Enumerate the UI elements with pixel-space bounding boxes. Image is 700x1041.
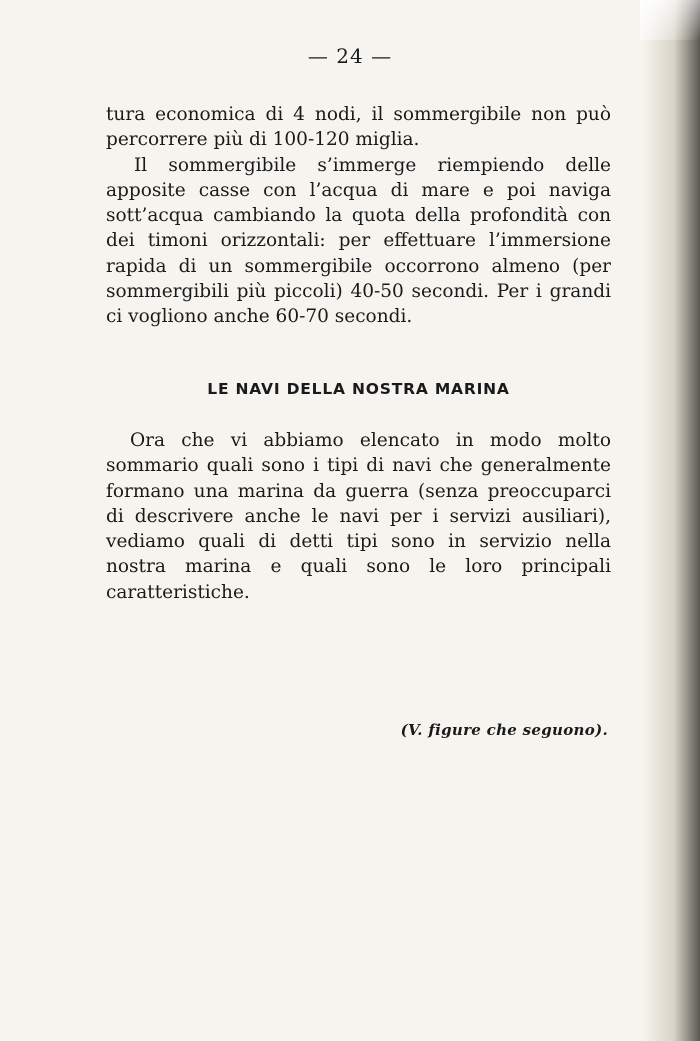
page-number: — 24 — [307,44,393,68]
section-heading: LE NAVI DELLA NOSTRA MARINA [207,380,510,398]
paragraph-navy-intro: Ora che vi abbiamo elencato in modo molto sommario quali sono i tipi di navi che generalmente formano una marina da guerra (senza preoccuparci di descrivere anche le navi per i servizi ausiliari), vediamo quali di detti tipi sono in servizio nella nostra marina e quali sono le loro principali caratteristiche. [106,430,611,603]
figure-note: (V. figure che seguono). [400,721,608,739]
paragraph-continuation: tura economica di 4 nodi, il sommergibile non può percorrere più di 100-120 miglia. [106,104,611,151]
body-text [106,102,611,330]
section-text [106,428,611,605]
page-edge-shadow [642,0,700,1041]
page-corner [640,0,700,40]
paragraph-submarine-diving: Il sommergibile s’immerge riempiendo delle apposite casse con l’acqua di mare e poi naviga sott’acqua cambiando la quota della profondità con dei timoni orizzontali: per effettuare l’immersione rapida di un sommergibile occorrono almeno (per sommergibili più piccoli) 40-50 secondi. Per i grandi ci vogliono anche 60-70 secondi. [106,154,611,328]
